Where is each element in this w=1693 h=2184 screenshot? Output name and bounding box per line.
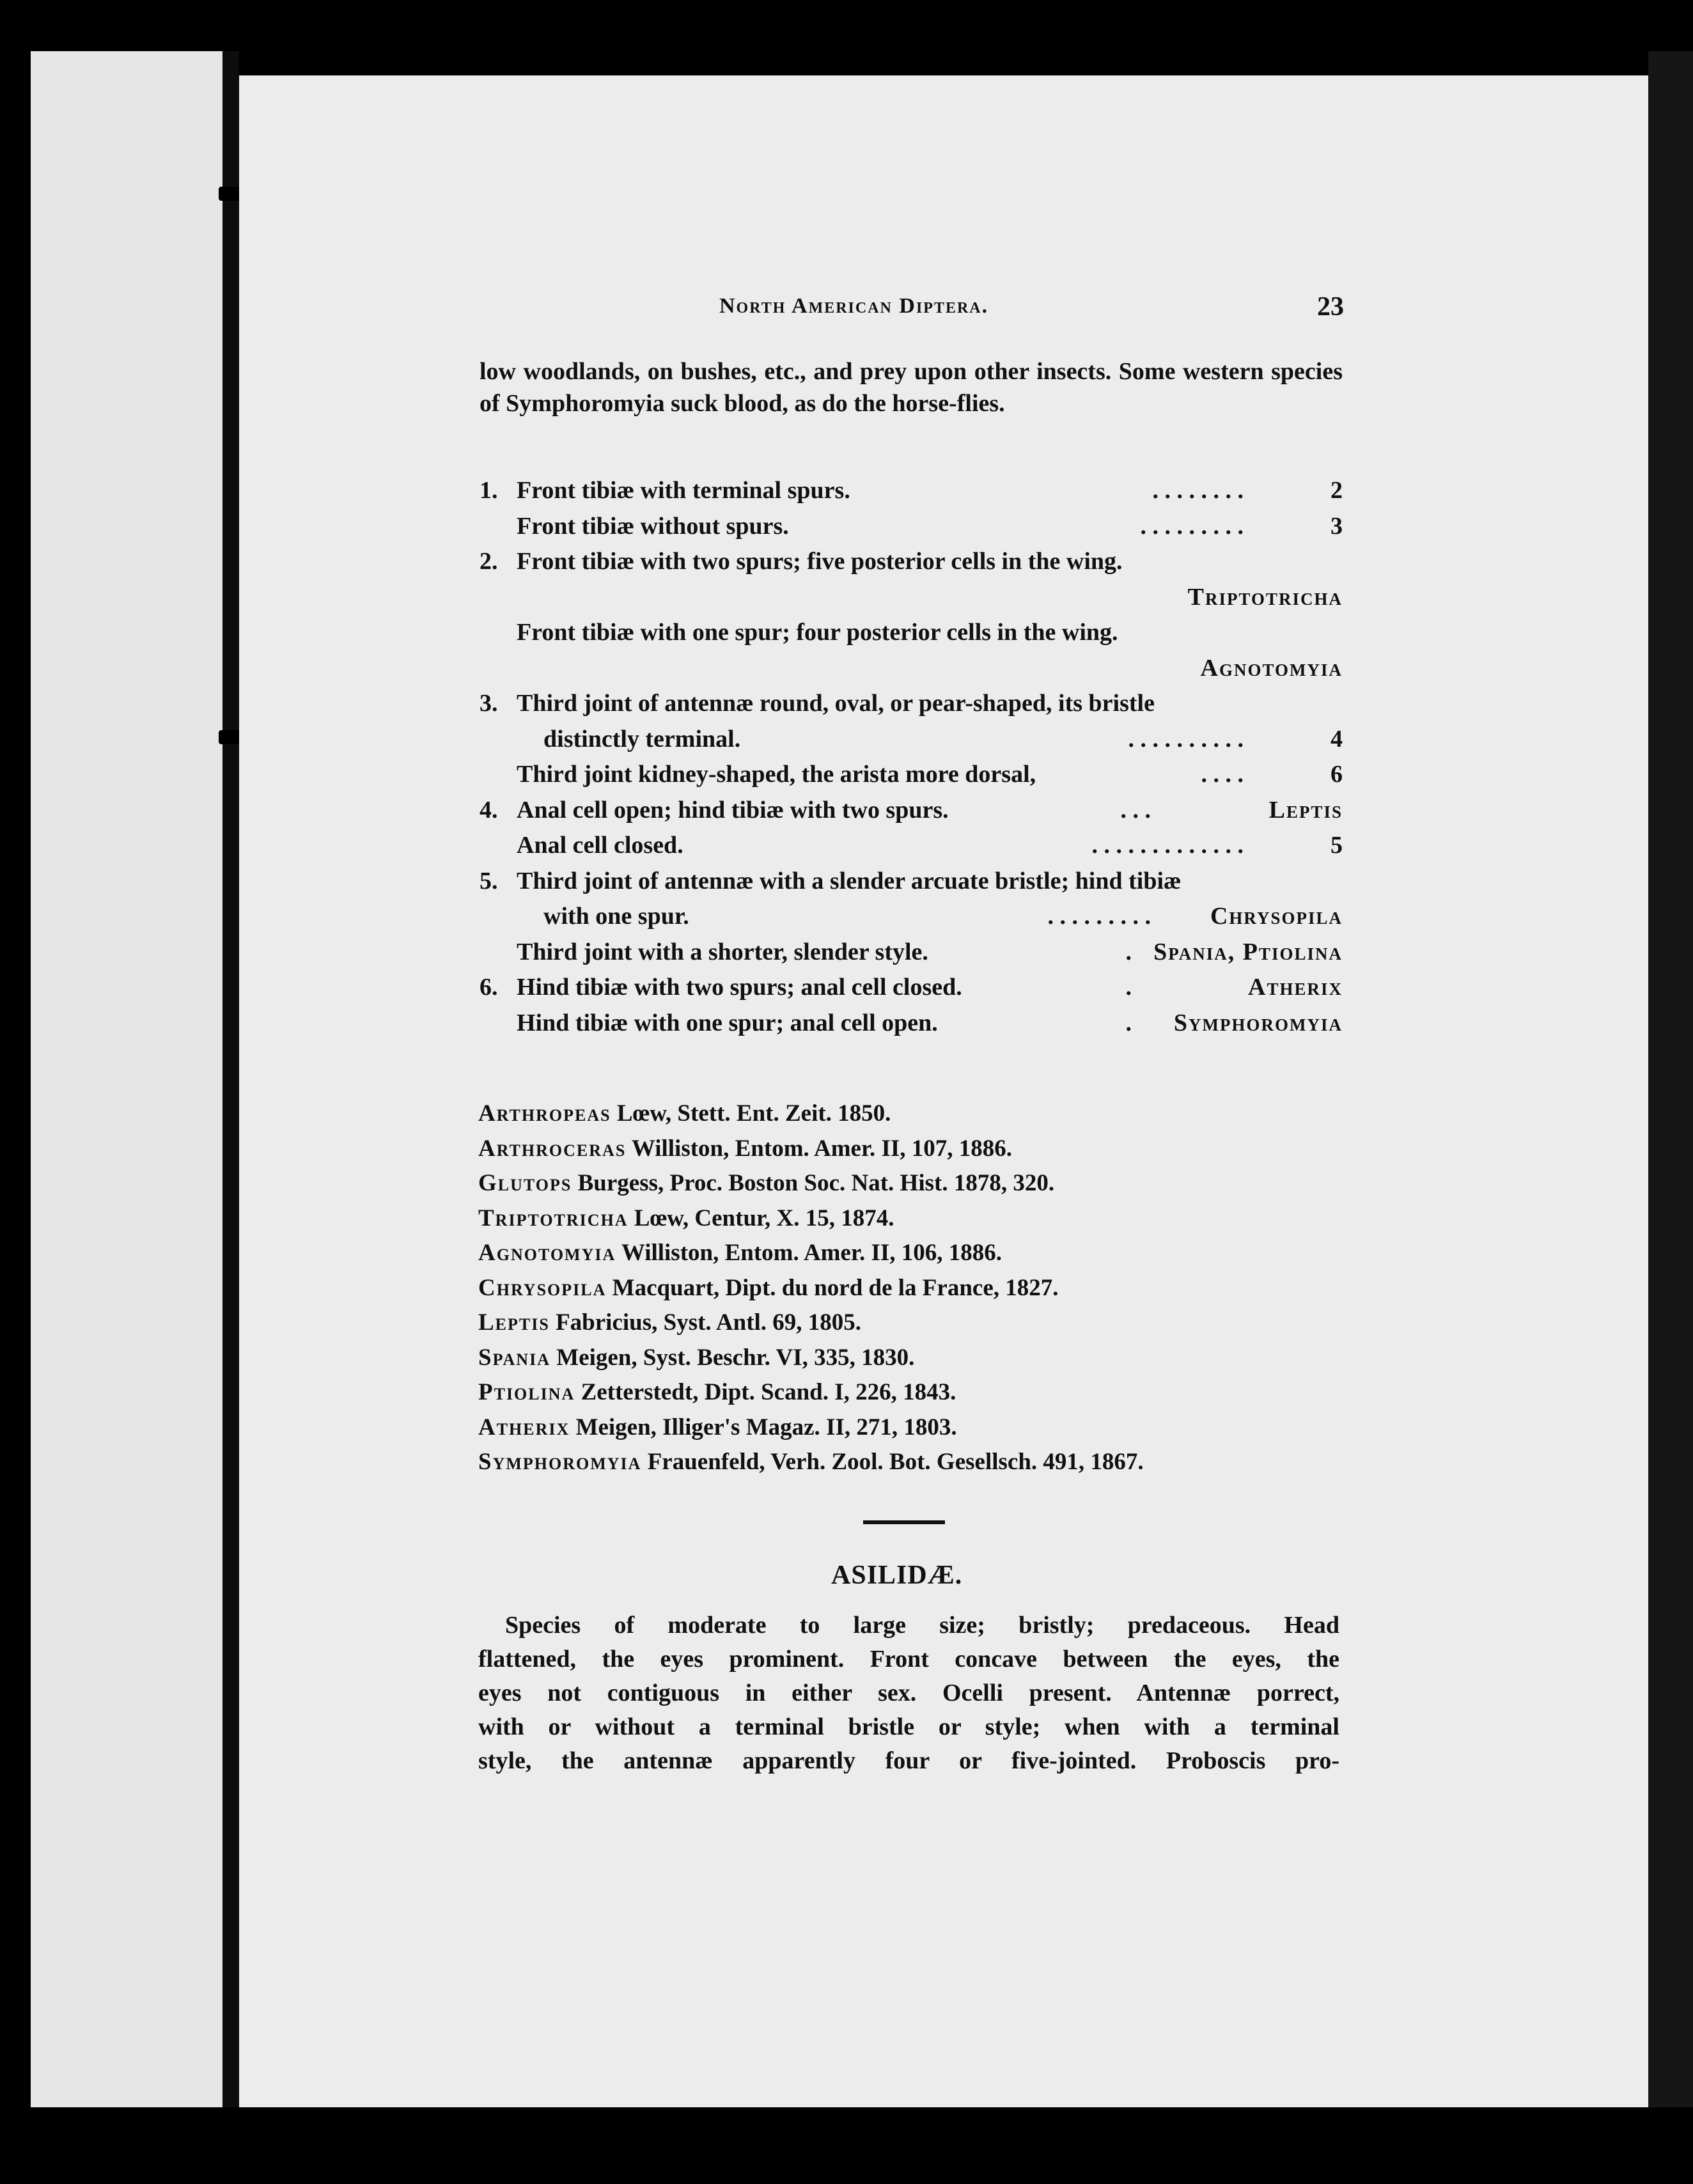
key-couplet-text: Front tibiæ with terminal spurs. <box>517 477 850 504</box>
running-head: North American Diptera. <box>719 294 989 318</box>
reference-line <box>478 1100 891 1127</box>
key-couplet-text: Third joint kidney-shaped, the arista more dorsal, <box>517 761 1036 788</box>
reference-citation: Fabricius, Syst. Antl. 69, 1805. <box>556 1309 862 1336</box>
reference-genus: Glutops <box>478 1170 572 1196</box>
book-spine <box>222 51 239 2123</box>
reference-line <box>478 1169 1054 1197</box>
reference-citation: Macquart, Dipt. du nord de la France, 1827. <box>612 1274 1059 1301</box>
key-leader-dots: . . . . <box>1201 761 1244 788</box>
key-couplet-number: 5. <box>480 867 498 894</box>
key-couplet-text: Hind tibiæ with one spur; anal cell open. <box>517 1009 938 1036</box>
reference-genus: Atherix <box>478 1414 570 1440</box>
key-leader-dots: . <box>1125 974 1132 1001</box>
key-couplet-text: Hind tibiæ with two spurs; anal cell closed. <box>517 974 962 1001</box>
key-couplet-number: 4. <box>480 796 498 823</box>
key-target: Chrysopila <box>1210 903 1343 930</box>
scan-frame-bottom <box>0 2107 1693 2184</box>
key-leader-dots: . . . . . . . . . <box>1047 903 1151 930</box>
reference-genus: Triptotricha <box>478 1205 628 1231</box>
key-target: Atherix <box>1248 974 1343 1001</box>
reference-line <box>478 1309 861 1336</box>
reference-genus: Agnotomyia <box>478 1240 616 1266</box>
section-body-line: flattened, the eyes prominent. Front concave between the eyes, the <box>478 1646 1339 1673</box>
reference-line <box>478 1344 914 1371</box>
key-couplet-text: distinctly terminal. <box>543 725 741 753</box>
key-leader-dots: . . . . . . . . <box>1152 477 1244 504</box>
reference-citation: Meigen, Syst. Beschr. VI, 335, 1830. <box>556 1344 915 1371</box>
key-target: Triptotricha <box>1187 583 1343 611</box>
reference-line <box>478 1135 1012 1162</box>
key-target: 4 <box>1330 725 1343 753</box>
reference-genus: Chrysopila <box>478 1274 607 1301</box>
reference-line <box>478 1378 956 1406</box>
reference-line <box>478 1205 894 1232</box>
key-couplet-text: Front tibiæ with two spurs; five posterior cells in the wing. <box>517 548 1123 575</box>
reference-line <box>478 1414 957 1441</box>
key-couplet-number: 2. <box>480 548 498 575</box>
scan-frame-left <box>0 0 31 2184</box>
key-leader-dots: . . . <box>1120 796 1151 823</box>
reference-citation: Zetterstedt, Dipt. Scand. I, 226, 1843. <box>581 1379 956 1405</box>
reference-line <box>478 1239 1002 1267</box>
reference-genus: Arthropeas <box>478 1100 611 1127</box>
key-target: Agnotomyia <box>1200 654 1343 682</box>
key-leader-dots: . . . . . . . . . . <box>1128 725 1244 753</box>
section-body-line: with or without a terminal bristle or style; when with a terminal <box>478 1713 1339 1740</box>
key-couplet-text: Anal cell closed. <box>517 832 683 859</box>
key-couplet-text: Third joint with a shorter, slender style. <box>517 938 928 965</box>
key-leader-dots: . . . . . . . . . . . . . <box>1091 832 1244 859</box>
reference-citation: Williston, Entom. Amer. II, 107, 1886. <box>631 1135 1013 1162</box>
reference-genus: Symphoromyia <box>478 1449 642 1475</box>
key-target: 6 <box>1330 761 1343 788</box>
key-target: 5 <box>1330 832 1343 859</box>
section-heading: ASILIDÆ. <box>831 1561 963 1590</box>
key-target: 2 <box>1330 477 1343 504</box>
key-couplet-text: Front tibiæ without spurs. <box>517 512 789 540</box>
key-couplet-number: 1. <box>480 477 498 504</box>
reference-citation: Lœw, Stett. Ent. Zeit. 1850. <box>616 1100 891 1127</box>
intro-paragraph: low woodlands, on bushes, etc., and prey upon other insects. Some western species of Symphoromyia suck blood, as do the horse-flies. <box>480 358 1343 417</box>
scan-frame-right <box>1648 51 1693 2123</box>
key-couplet-text: Third joint of antennæ round, oval, or pear-shaped, its bristle <box>517 690 1155 717</box>
key-leader-dots: . <box>1125 1009 1132 1036</box>
reference-genus: Spania <box>478 1344 550 1371</box>
key-target: Leptis <box>1268 796 1343 823</box>
reference-citation: Williston, Entom. Amer. II, 106, 1886. <box>621 1240 1003 1266</box>
reference-citation: Lœw, Centur, X. 15, 1874. <box>634 1205 894 1231</box>
reference-citation: Frauenfeld, Verh. Zool. Bot. Gesellsch. 491, 1867. <box>647 1449 1144 1475</box>
reference-citation: Meigen, Illiger's Magaz. II, 271, 1803. <box>575 1414 957 1440</box>
section-body-line: eyes not contiguous in either sex. Ocelli present. Antennæ porrect, <box>478 1680 1339 1706</box>
key-couplet-text: Anal cell open; hind tibiæ with two spurs. <box>517 796 949 823</box>
reference-citation: Burgess, Proc. Boston Soc. Nat. Hist. 1878, 320. <box>577 1170 1055 1196</box>
reference-genus: Arthroceras <box>478 1135 627 1162</box>
key-leader-dots: . . . . . . . . . <box>1140 512 1244 540</box>
page-number: 23 <box>1317 292 1344 322</box>
key-couplet-number: 6. <box>480 974 498 1001</box>
reference-genus: Ptiolina <box>478 1379 575 1405</box>
key-target: Symphoromyia <box>1173 1009 1343 1036</box>
key-target: 3 <box>1330 512 1343 540</box>
key-couplet-number: 3. <box>480 690 498 717</box>
section-rule <box>863 1520 945 1524</box>
key-couplet-text: Third joint of antennæ with a slender arcuate bristle; hind tibiæ <box>517 867 1182 894</box>
section-body-line: Species of moderate to large size; bristly; predaceous. Head <box>505 1612 1339 1639</box>
reference-genus: Leptis <box>478 1309 550 1336</box>
key-couplet-text: Front tibiæ with one spur; four posterior cells in the wing. <box>517 619 1118 646</box>
section-body-line: style, the antennæ apparently four or five-jointed. Proboscis pro- <box>478 1747 1339 1774</box>
reference-line <box>478 1448 1144 1476</box>
key-target: Spania, Ptiolina <box>1153 938 1343 965</box>
facing-page-margin <box>31 51 222 2123</box>
key-couplet-text: with one spur. <box>543 903 689 930</box>
reference-line <box>478 1274 1059 1302</box>
key-leader-dots: . <box>1125 938 1132 965</box>
